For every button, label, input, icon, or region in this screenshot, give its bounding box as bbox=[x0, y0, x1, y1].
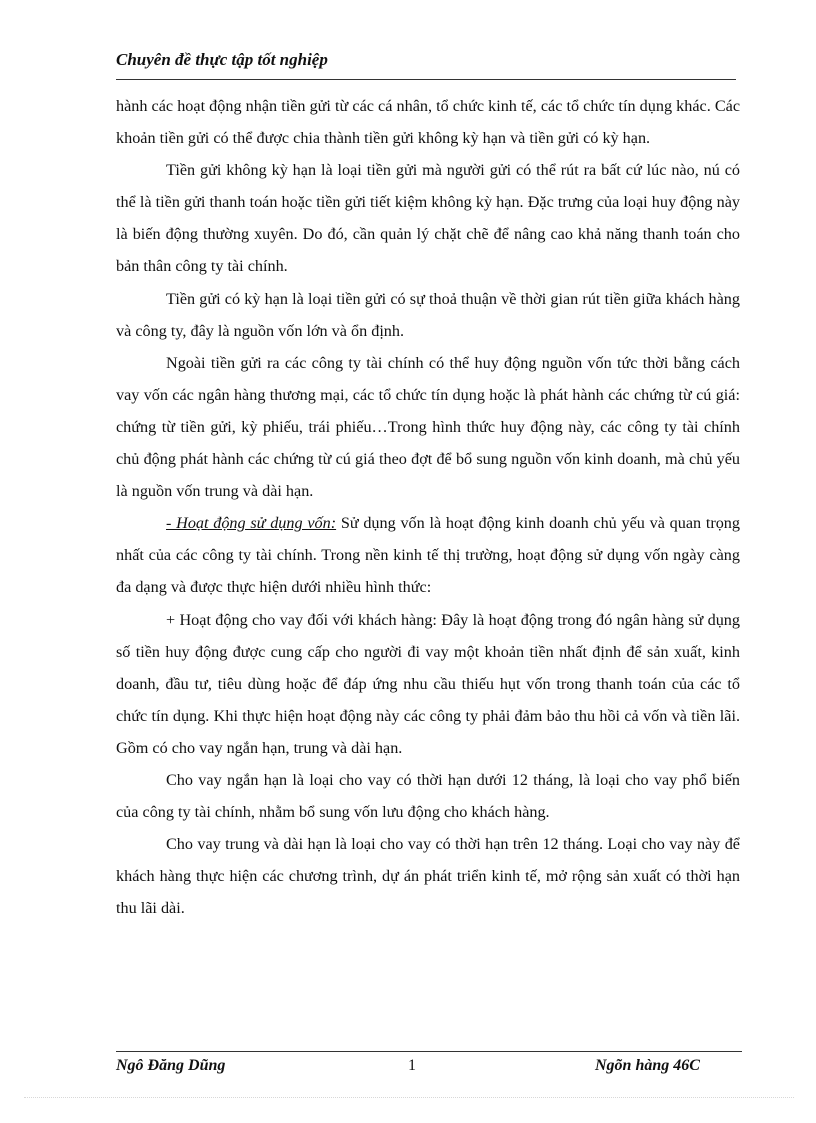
paragraph-capital-use bbox=[116, 507, 740, 603]
footer-class-name: Ngõn hàng 46C bbox=[595, 1057, 700, 1074]
paragraph-deposit-intro: hành các hoạt động nhận tiền gửi từ các cá nhân, tổ chức kinh tế, các tổ chức tín dụng khác. Các khoản tiền gửi có thể được chia thành tiền gửi không kỳ hạn và tiền gửi có kỳ hạn. bbox=[116, 97, 740, 148]
section-label-capital-use: - Hoạt động sử dụng vốn: bbox=[166, 514, 337, 533]
header-divider bbox=[116, 79, 736, 80]
capital-use-text: Sử dụng vốn là hoạt động kinh doanh chủ yếu và quan trọng nhất của các công ty tài chính. Trong nền kinh tế thị trường, hoạt động sử dụng vốn ngày càng đa dạng và được thực hiện dưới nhiều hình thức: bbox=[116, 514, 740, 597]
paragraph-demand-deposit: Tiền gửi không kỳ hạn là loại tiền gửi mà người gửi có thể rút ra bất cứ lúc nào, nú có thể là tiền gửi thanh toán hoặc tiền gửi tiết kiệm không kỳ hạn. Đặc trưng của loại huy động này là biến động thường xuyên. Do đó, cần quản lý chặt chẽ để nâng cao khả năng thanh toán cho bản thân công ty tài chính. bbox=[116, 161, 740, 276]
footer-author: Ngô Đăng Dũng bbox=[116, 1057, 226, 1074]
footer-page-number: 1 bbox=[408, 1057, 416, 1074]
paragraph-lending: + Hoạt động cho vay đối với khách hàng: Đây là hoạt động trong đó ngân hàng sử dụng số tiền huy động được cung cấp cho người đi vay một khoản tiền nhất định để sản xuất, kinh doanh, đầu tư, tiêu dùng hoặc để đáp ứng nhu cầu thiếu hụt vốn trong thanh toán của các tổ chức tín dụng. Khi thực hiện hoạt động này các công ty phải đảm bảo thu hồi cả vốn và tiền lãi. Gồm có cho vay ngắn hạn, trung và dài hạn. bbox=[116, 610, 740, 757]
paragraph-short-term-loan: Cho vay ngắn hạn là loại cho vay có thời hạn dưới 12 tháng, là loại cho vay phổ biến của công ty tài chính, nhằm bổ sung vốn lưu động cho khách hàng. bbox=[116, 770, 740, 822]
paragraph-other-funding: Ngoài tiền gửi ra các công ty tài chính có thể huy động nguồn vốn tức thời bằng cách vay vốn các ngân hàng thương mại, các tổ chức tín dụng hoặc là phát hành các chứng từ cú giá: chứng từ tiền gửi, kỳ phiếu, trái phiếu…Trong hình thức huy động này, các công ty tài chính chủ động phát hành các chứng từ cú giá theo đợt để bổ sung nguồn vốn kinh doanh, mà chủ yếu là nguồn vốn trung và dài hạn. bbox=[116, 353, 740, 501]
page-header-title: Chuyên đề thực tập tốt nghiệp bbox=[116, 50, 328, 69]
page-edge-divider bbox=[24, 1097, 794, 1098]
footer-divider bbox=[116, 1051, 742, 1052]
paragraph-term-deposit: Tiền gửi có kỳ hạn là loại tiền gửi có sự thoả thuận về thời gian rút tiền giữa khách hàng và công ty, đây là nguồn vốn lớn và ổn định. bbox=[116, 289, 740, 340]
document-body bbox=[116, 90, 740, 924]
paragraph-long-term-loan: Cho vay trung và dài hạn là loại cho vay có thời hạn trên 12 tháng. Loại cho vay này để khách hàng thực hiện các chương trình, dự án phát triển kinh tế, mở rộng sản xuất có thời hạn thu lãi dài. bbox=[116, 835, 740, 918]
